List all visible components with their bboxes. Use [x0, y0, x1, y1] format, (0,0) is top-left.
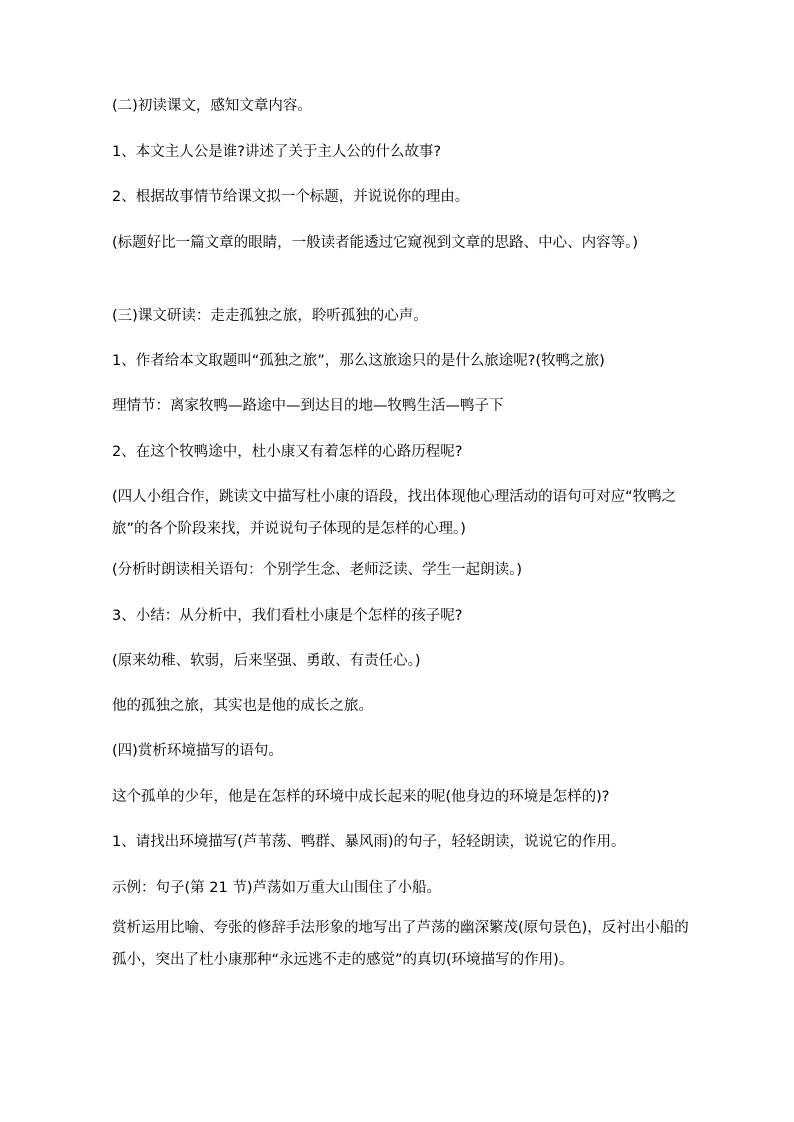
reading-note: (分析时朗读相关语句：个别学生念、老师泛读、学生一起朗读。)	[112, 562, 523, 578]
summary-answer: (原来幼稚、软弱，后来坚强、勇敢、有责任心。)	[112, 653, 421, 669]
section-heading-4: (四)赏析环境描写的语句。	[112, 743, 283, 759]
environment-task: 1、请找出环境描写(芦苇荡、鸭群、暴风雨)的句子，轻轻朗读，说说它的作用。	[112, 834, 626, 850]
question-2: 2、根据故事情节给课文拟一个标题，并说说你的理由。	[112, 189, 470, 205]
appreciation-analysis: 赏析运用比喻、夸张的修辞手法形象的地写出了芦荡的幽深繁茂(原句景色)，反衬出小船的孤小，突出了杜小康那种“永远逃不走的感觉”的真切(环境描写的作用)。	[112, 920, 689, 968]
question-mental-journey: 2、在这个牧鸭途中，杜小康又有着怎样的心路历程呢?	[112, 444, 463, 460]
environment-question: 这个孤单的少年，他是在怎样的环境中成长起来的呢(他身边的环境是怎样的)?	[112, 789, 610, 805]
section-heading-3: (三)课文研读：走走孤独之旅，聆听孤独的心声。	[112, 308, 428, 324]
summary-question: 3、小结：从分析中，我们看杜小康是个怎样的孩子呢?	[112, 608, 463, 624]
group-work-note: (四人小组合作，跳读文中描写杜小康的语段，找出体现他心理活动的语句可对应“牧鸭之旅”的各个阶段来找，并说说句子体现的是怎样的心理。)	[112, 489, 677, 537]
plot-outline: 理情节：离家牧鸭—路途中—到达目的地—牧鸭生活—鸭子下	[112, 398, 504, 414]
question-journey: 1、作者给本文取题叫“孤独之旅”，那么这旅途只的是什么旅途呢?(牧鸭之旅)	[112, 353, 605, 369]
question-1: 1、本文主人公是谁?讲述了关于主人公的什么故事?	[112, 144, 442, 160]
example-sentence: 示例：句子(第 21 节)芦荡如万重大山围住了小船。	[112, 880, 441, 896]
section-heading-2: (二)初读课文，感知文章内容。	[112, 98, 312, 114]
title-note: (标题好比一篇文章的眼睛，一般读者能透过它窥视到文章的思路、中心、内容等。)	[112, 235, 639, 251]
summary-conclusion: 他的孤独之旅，其实也是他的成长之旅。	[112, 698, 373, 714]
